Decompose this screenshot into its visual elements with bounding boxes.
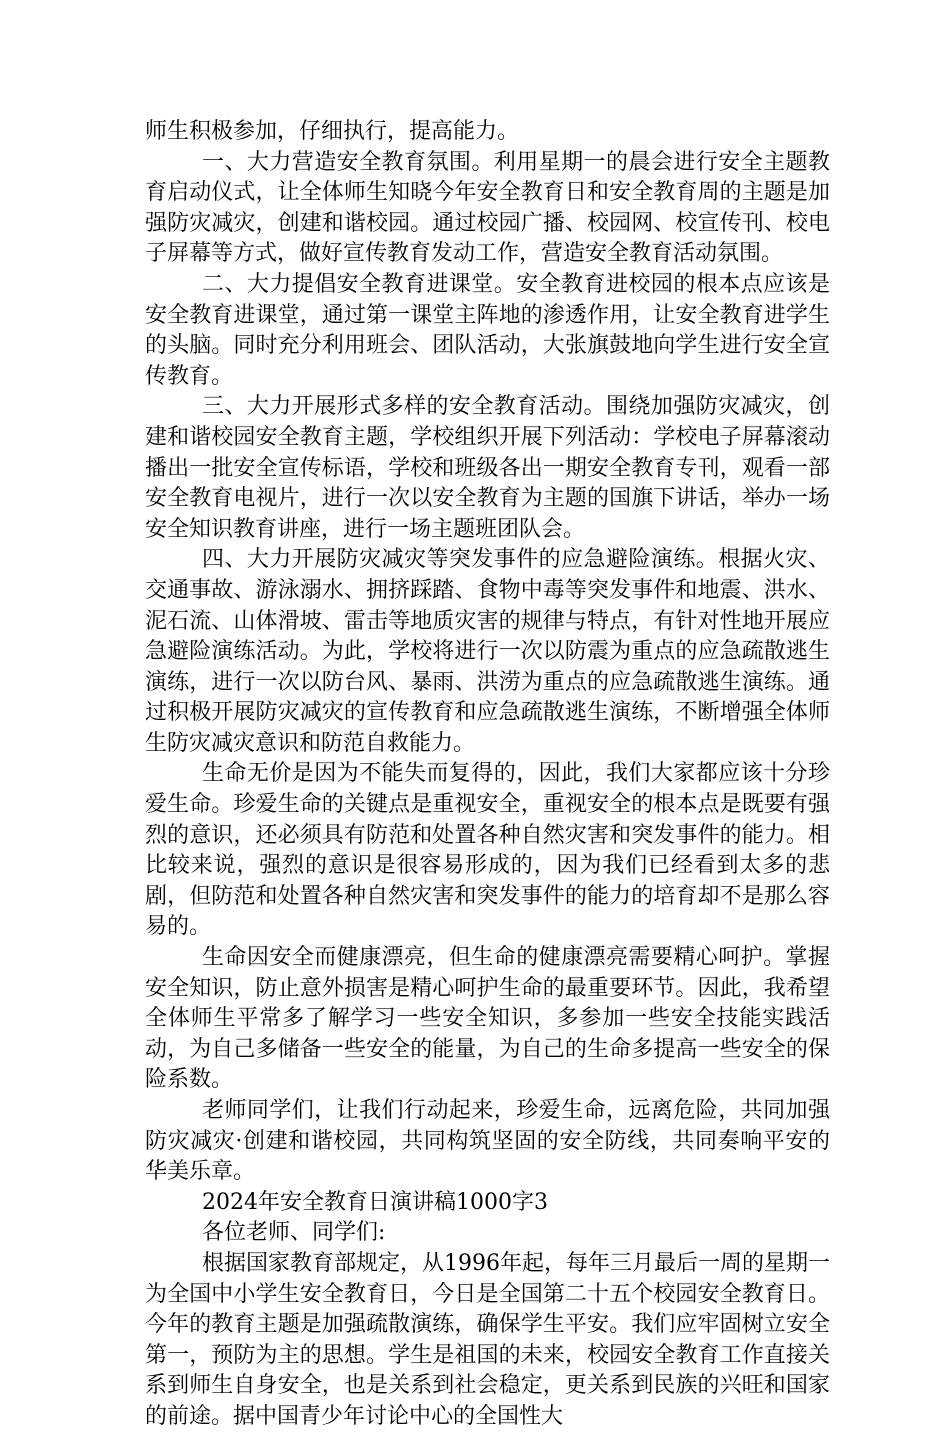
paragraph-continuation: 师生积极参加，仔细执行，提高能力。	[145, 119, 520, 144]
salutation: 各位老师、同学们:	[202, 1220, 386, 1246]
document-body	[145, 117, 830, 1433]
paragraph-call-to-action: 老师同学们，让我们行动起来，珍爱生命，远离危险，共同加强防灾减灾·创建和谐校园，共同构筑坚固的安全防线，共同奏响平安的华美乐章。	[145, 1098, 830, 1185]
paragraph-life-safety: 生命因安全而健康漂亮，但生命的健康漂亮需要精心呵护。掌握安全知识，防止意外损害是精心呵护生命的最重要环节。因此，我希望全体师生平常多了解学习一些安全知识，多参加一些安全技能实践活动，为自己多储备一些安全的能量，为自己的生命多提高一些安全的保险系数。	[145, 945, 830, 1093]
paragraph-item-2: 二、大力提倡安全教育进课堂。安全教育进校园的根本点应该是安全教育进课堂，通过第一课堂主阵地的渗透作用，让安全教育进学生的头脑。同时充分利用班会、团队活动，大张旗鼓地向学生进行安全宣传教育。	[145, 271, 830, 389]
speech-title: 2024年安全教育日演讲稿1000字3	[202, 1189, 548, 1215]
paragraph-item-1: 一、大力营造安全教育氛围。利用星期一的晨会进行安全主题教育启动仪式，让全体师生知晓今年安全教育日和安全教育周的主题是加强防灾减灾，创建和谐校园。通过校园广播、校园网、校宣传刊、校电子屏幕等方式，做好宣传教育发动工作，营造安全教育活动氛围。	[145, 149, 830, 267]
paragraph-item-3: 三、大力开展形式多样的安全教育活动。围绕加强防灾减灾，创建和谐校园安全教育主题，学校组织开展下列活动：学校电子屏幕滚动播出一批安全宣传标语，学校和班级各出一期安全教育专刊，观看一部安全教育电视片，进行一次以安全教育为主题的国旗下讲话，举办一场安全知识教育讲座，进行一场主题班团队会。	[145, 394, 830, 542]
paragraph-item-4: 四、大力开展防灾减灾等突发事件的应急避险演练。根据火灾、交通事故、游泳溺水、拥挤踩踏、食物中毒等突发事件和地震、洪水、泥石流、山体滑坡、雷击等地质灾害的规律与特点，有针对性地开展应急避险演练活动。为此，学校将进行一次以防震为重点的应急疏散逃生演练，进行一次以防台风、暴雨、洪涝为重点的应急疏散逃生演练。通过积极开展防灾减灾的宣传教育和应急疏散逃生演练，不断增强全体师生防灾减灾意识和防范自救能力。	[145, 547, 830, 756]
paragraph-speech-intro: 根据国家教育部规定，从1996年起，每年三月最后一周的星期一为全国中小学生安全教育日，今日是全国第二十五个校园安全教育日。今年的教育主题是加强疏散演练，确保学生平安。我们应牢固树立安全第一，预防为主的思想。学生是祖国的未来，校园安全教育工作直接关系到师生自身安全，也是关系到社会稳定，更关系到民族的兴旺和国家的前途。据中国青少年讨论中心的全国性大	[145, 1250, 830, 1429]
paragraph-life-value: 生命无价是因为不能失而复得的，因此，我们大家都应该十分珍爱生命。珍爱生命的关键点是重视安全，重视安全的根本点是既要有强烈的意识，还必须具有防范和处置各种自然灾害和突发事件的能力。相比较来说，强烈的意识是很容易形成的，因为我们已经看到太多的悲剧，但防范和处置各种自然灾害和突发事件的能力的培育却不是那么容易的。	[145, 761, 830, 940]
